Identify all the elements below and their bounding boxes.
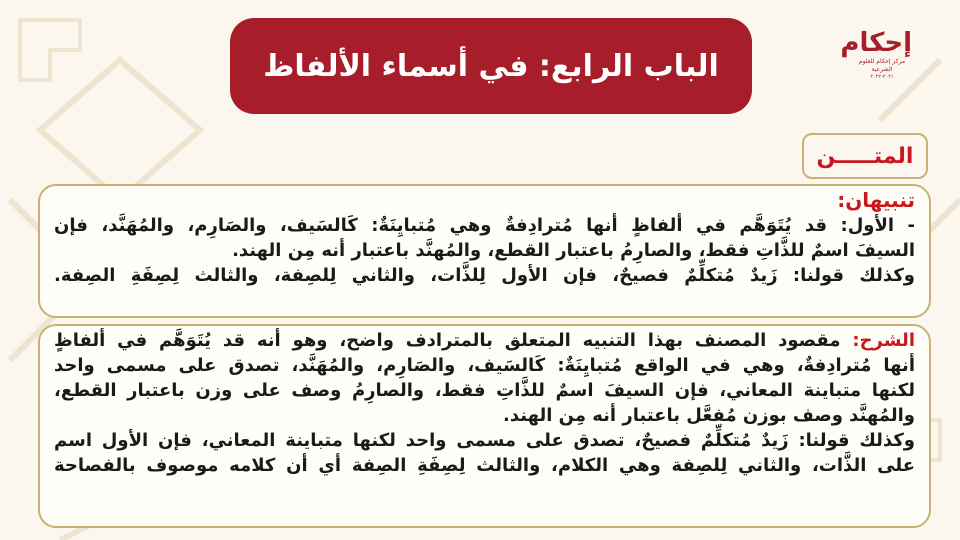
sharh-panel — [38, 324, 931, 528]
sharh-line-1 — [54, 328, 915, 353]
sharh-line-2: أنها مُترادِفةٌ، وهي في الواقع مُتبايِنَةٌ: كَالسَيف، والصَارِم، والمُهَنَّد، تصدق على مسمى واحد — [54, 355, 915, 376]
sharh-line-3: لكنها متباينة المعاني، فإن السيفَ اسمٌ للذَّاتِ فقط، والصارِمُ وصف على وزن باعتبار القطع، — [54, 380, 915, 401]
logo-tagline: ٢٠٢١-٢٠٢٢ — [870, 74, 894, 80]
matn-line-1: - الأول: قد يُتَوَهَّم في ألفاظٍ أنها مُترادِفةٌ وهي مُتبايِنَةٌ: كَالسَيف، والصَارِم، والمُهَنَّد، فإن — [54, 215, 915, 236]
matn-panel — [38, 184, 931, 318]
matn-tab-label: المتـــــن — [816, 143, 914, 169]
sharh-line-6: على الذَّات، والثاني لِلصِفة وهي الكلام، والثالث لِصِفَةِ الصِفة أي أن كلامه موصوف بالفصاحة — [54, 455, 915, 476]
sharh-line-5: وكذلك قولنا: زَيدٌ مُتكلِّمٌ فصيحٌ، تصدق على مسمى واحد لكنها متباينة المعاني، فإن الأول اسم — [54, 430, 915, 451]
chapter-title-banner — [230, 18, 752, 114]
logo-subtitle: مركز إحكام للعلوم الشرعية — [858, 58, 906, 73]
matn-line-3: وكذلك قولنا: زَيدٌ مُتكلِّمٌ فصيحٌ، فإن الأول لِلذَّات، والثاني لِلصِفة، والثالث لِصِفَةِ الصِفة. — [54, 265, 915, 286]
matn-line-2: السيفَ اسمٌ للذَّاتِ فقط، والصارِمُ باعتبار القطع، والمُهنَّد باعتبار أنه مِن الهند. — [232, 240, 915, 261]
sharh-line-4: والمُهنَّد وصف بوزن مُفعَّل باعتبار أنه مِن الهند. — [502, 405, 915, 426]
sharh-label: الشرح: — [852, 330, 915, 351]
logo-mark: إحكام — [840, 28, 912, 58]
matn-tab — [802, 133, 928, 179]
chapter-title: الباب الرابع: في أسماء الألفاظ — [263, 48, 719, 84]
sharh-first-line-text: مقصود المصنف بهذا التنبيه المتعلق بالمترادف واضح، وهو أنه قد يُتَوَهَّم في ألفاظٍ — [54, 330, 841, 351]
ihkam-logo — [840, 28, 912, 94]
matn-heading: تنبيهان: — [837, 188, 915, 212]
